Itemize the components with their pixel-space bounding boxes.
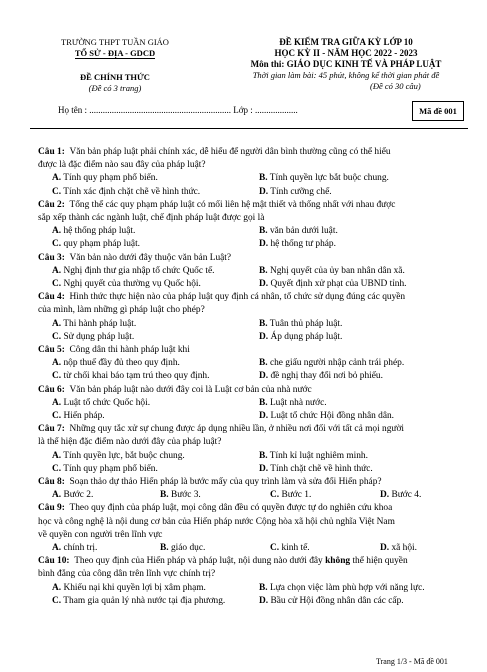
option-text: văn bản dưới luật. xyxy=(267,226,338,237)
option-letter: B. xyxy=(259,358,268,369)
semester-label: HỌC KỲ II - NĂM HỌC 2022 - 2023 xyxy=(274,48,418,58)
option-letter: B. xyxy=(259,318,268,329)
question-text: thể hiện quyền xyxy=(350,556,408,567)
option-text: quy phạm pháp luật. xyxy=(61,239,141,250)
option-d xyxy=(259,410,394,423)
option-c xyxy=(52,410,105,423)
option-a xyxy=(52,542,97,555)
option-a xyxy=(52,489,93,502)
option-letter: D. xyxy=(259,331,269,342)
question-number: Câu 9: xyxy=(38,503,65,514)
question-text: Văn bản pháp luật phải chính xác, dễ hiểu để người dân bình thường cũng có thể hiểu xyxy=(69,147,391,157)
option-letter: D. xyxy=(259,279,269,289)
option-letter: A. xyxy=(52,490,62,501)
question-text: về quyền con người trên lĩnh vực xyxy=(38,529,163,540)
option-text: Tính quy phạm phổ biến. xyxy=(61,463,158,474)
option-letter: B. xyxy=(259,173,268,184)
exam-title: ĐỀ KIỂM TRA GIỮA KỲ LỚP 10 xyxy=(279,37,413,47)
option-text: Tuân thủ pháp luật. xyxy=(267,318,343,329)
option-letter: B. xyxy=(259,582,268,593)
option-letter: D. xyxy=(380,490,390,501)
option-a xyxy=(52,265,215,278)
option-text: Luật tổ chức Hội đồng nhân dân. xyxy=(268,411,395,421)
option-c xyxy=(270,489,311,502)
question-10 xyxy=(38,555,468,581)
option-letter: A. xyxy=(52,543,62,553)
option-c xyxy=(52,370,209,383)
question-text: của mình, làm những gì pháp luật cho phép? xyxy=(38,305,205,316)
option-letter: B. xyxy=(259,265,268,276)
exam-code-box: Mã đề 001 xyxy=(412,101,464,121)
option-letter: A. xyxy=(52,358,62,369)
option-text: Nghị định thư gia nhập tổ chức Quốc tế. xyxy=(61,265,215,276)
option-b xyxy=(259,357,404,370)
question-number: Câu 3: xyxy=(38,252,65,263)
option-c xyxy=(270,542,310,555)
option-text: nộp thuế đầy đủ theo quy định. xyxy=(61,358,180,369)
option-text: Nghị quyết của ủy ban nhân dân xã. xyxy=(267,265,405,276)
question-number: Câu 2: xyxy=(38,199,65,210)
option-letter: B. xyxy=(259,226,268,237)
option-c xyxy=(52,238,140,251)
name-dots: ............................................................... xyxy=(89,105,231,115)
official-label: ĐỀ CHÍNH THỨC xyxy=(80,72,150,82)
option-a xyxy=(52,357,180,370)
question-emphasis: không xyxy=(325,556,351,567)
page-footer: Trang 1/3 - Mã đề 001 xyxy=(376,657,448,666)
option-letter: C. xyxy=(52,186,62,197)
option-text: Quyết định xử phạt của UBND tỉnh. xyxy=(268,279,407,289)
subject-label: Môn thi: GIÁO DỤC KINH TẾ VÀ PHÁP LUẬT xyxy=(250,59,442,69)
option-letter: D. xyxy=(259,239,269,250)
option-letter: B. xyxy=(160,490,169,501)
question-text: Công dân thi hành pháp luật khi xyxy=(69,345,190,355)
option-letter: C. xyxy=(52,239,62,250)
option-letter: D. xyxy=(259,463,269,474)
student-name-row xyxy=(58,105,298,115)
option-letter: B. xyxy=(160,543,169,553)
option-d xyxy=(380,542,417,555)
option-letter: B. xyxy=(259,397,268,408)
option-c xyxy=(52,278,201,291)
option-text: hệ thống tư pháp. xyxy=(268,239,336,250)
header-divider xyxy=(30,128,468,129)
option-letter: D. xyxy=(259,595,269,606)
question-count: (Đề có 30 câu) xyxy=(370,81,421,91)
option-d xyxy=(259,370,383,383)
option-b xyxy=(259,582,425,595)
option-letter: C. xyxy=(52,371,62,382)
question-number: Câu 7: xyxy=(38,424,65,435)
option-text: xã hội. xyxy=(389,543,417,553)
option-d xyxy=(259,595,404,608)
option-d xyxy=(259,186,332,199)
question-number: Câu 10: xyxy=(38,556,70,567)
option-text: Sử dụng pháp luật. xyxy=(61,331,135,342)
department-name xyxy=(40,48,190,59)
option-text: hệ thống pháp luật. xyxy=(61,226,136,237)
option-text: Hiến pháp. xyxy=(61,411,105,421)
option-d xyxy=(259,238,336,251)
option-text: Tính chặt chẽ về hình thức. xyxy=(268,463,373,474)
option-b xyxy=(259,225,338,238)
option-a xyxy=(52,225,135,238)
option-letter: A. xyxy=(52,226,62,237)
option-letter: C. xyxy=(270,490,280,501)
question-text: Theo quy định của pháp luật, mọi công dân đều có quyền được tự do nghiên cứu khoa xyxy=(69,503,393,514)
option-letter: A. xyxy=(52,173,62,184)
question-number: Câu 5: xyxy=(38,345,65,355)
name-label: Họ tên : xyxy=(58,105,87,115)
option-text: Tính cưỡng chế. xyxy=(268,186,332,197)
option-b xyxy=(259,318,342,331)
option-a xyxy=(52,318,136,331)
option-text: Tính quyền lực bắt buộc chung. xyxy=(267,173,389,184)
duration-label: Thời gian làm bài: 45 phút, không kể thời gian phát đề xyxy=(252,70,440,80)
option-a xyxy=(52,582,206,595)
option-b xyxy=(160,542,205,555)
option-text: Bước 4. xyxy=(389,490,422,501)
question-text: Theo quy định của Hiến pháp và pháp luật, nội dung nào dưới đây xyxy=(74,556,326,567)
option-a xyxy=(52,397,150,410)
question-number: Câu 4: xyxy=(38,292,65,303)
question-9 xyxy=(38,502,468,542)
question-7 xyxy=(38,423,468,449)
option-text: từ chối khai báo tạm trú theo quy định. xyxy=(61,371,210,382)
option-text: Áp dụng pháp luật. xyxy=(268,331,343,342)
option-letter: D. xyxy=(380,543,390,553)
question-5 xyxy=(38,344,468,357)
option-letter: D. xyxy=(259,186,269,197)
department-label: TỔ SỬ - ĐỊA - GDCD xyxy=(74,48,156,58)
question-text: Soạn thảo dự thảo Hiến pháp là bước mấy của quy trình làm và sửa đổi Hiến pháp? xyxy=(69,477,382,487)
question-3 xyxy=(38,252,468,265)
option-letter: B. xyxy=(259,450,268,461)
option-letter: A. xyxy=(52,397,62,408)
question-text: được là đặc điểm nào sau đây của pháp luật? xyxy=(38,160,206,171)
question-text: Tổng thể các quy phạm pháp luật có mối liên hệ mật thiết và thống nhất với nhau được xyxy=(69,199,396,210)
option-d xyxy=(259,278,407,291)
option-d xyxy=(259,331,342,344)
option-text: đề nghị thay đổi nơi bỏ phiếu. xyxy=(268,371,383,382)
question-text: sắp xếp thành các ngành luật, chế định pháp luật được gọi là xyxy=(38,213,265,223)
option-letter: C. xyxy=(52,595,62,606)
question-text: Văn bản pháp luật nào dưới đây coi là Luật cơ bản của nhà nước xyxy=(69,384,312,395)
question-text: Văn bản nào dưới đây thuộc văn bản Luật? xyxy=(69,252,232,263)
option-text: kinh tế. xyxy=(279,543,310,553)
question-number: Câu 6: xyxy=(38,384,65,395)
option-b xyxy=(259,450,368,463)
option-text: Tính quy phạm phổ biến. xyxy=(61,173,158,184)
option-letter: C. xyxy=(52,463,62,474)
option-a xyxy=(52,172,158,185)
option-letter: C. xyxy=(52,279,62,289)
option-letter: C. xyxy=(52,411,62,421)
option-text: Nghị quyết của thường vụ Quốc hội. xyxy=(61,279,201,289)
option-c xyxy=(52,331,134,344)
pages-note: (Đề có 3 trang) xyxy=(88,83,142,93)
question-number: Câu 1: xyxy=(38,147,65,157)
option-text: che giấu người nhập cảnh trái phép. xyxy=(267,358,405,369)
option-letter: A. xyxy=(52,450,62,461)
class-label: Lớp : xyxy=(233,105,253,115)
option-c xyxy=(52,595,225,608)
question-2 xyxy=(38,199,468,225)
option-text: Tính kỉ luật nghiêm minh. xyxy=(267,450,368,461)
option-letter: A. xyxy=(52,582,62,593)
option-letter: A. xyxy=(52,265,62,276)
option-text: Bước 1. xyxy=(279,490,312,501)
option-text: Tính xác định chặt chẽ về hình thức. xyxy=(61,186,201,197)
option-text: Bước 2. xyxy=(61,490,94,501)
question-text: Hình thức thực hiện nào của pháp luật quy định cá nhân, tổ chức sử dụng đúng các quyền xyxy=(69,292,406,303)
option-text: Bước 3. xyxy=(168,490,201,501)
option-text: Luật tổ chức Quốc hội. xyxy=(61,397,151,408)
class-dots: ................... xyxy=(255,105,298,115)
option-text: giáo dục. xyxy=(168,543,206,553)
option-c xyxy=(52,463,158,476)
option-text: Khiếu nại khi quyền lợi bị xâm phạm. xyxy=(61,582,206,593)
option-text: Thi hành pháp luật. xyxy=(61,318,137,329)
option-text: chính trị. xyxy=(61,543,98,553)
option-d xyxy=(380,489,421,502)
option-text: Bầu cử Hội đồng nhân dân các cấp. xyxy=(268,595,404,606)
option-text: Lựa chọn việc làm phù hợp với năng lực. xyxy=(267,582,425,593)
question-4 xyxy=(38,291,468,317)
option-text: Tham gia quản lý nhà nước tại địa phương. xyxy=(61,595,226,606)
option-b xyxy=(259,265,405,278)
option-b xyxy=(160,489,201,502)
question-6 xyxy=(38,384,468,397)
option-text: Tính quyền lực, bắt buộc chung. xyxy=(61,450,185,461)
question-8 xyxy=(38,476,468,489)
school-name: TRƯỜNG THPT TUẦN GIÁO xyxy=(61,37,169,47)
option-letter: C. xyxy=(270,543,280,553)
option-c xyxy=(52,186,200,199)
question-1 xyxy=(38,146,468,172)
option-letter: A. xyxy=(52,318,62,329)
question-text: Những quy tắc xử sự chung được áp dụng nhiều lần, ở nhiều nơi đối với tất cả mọi người xyxy=(69,424,405,435)
option-text: Luật nhà nước. xyxy=(267,397,327,408)
option-letter: D. xyxy=(259,371,269,382)
option-letter: D. xyxy=(259,411,269,421)
option-b xyxy=(259,172,389,185)
option-d xyxy=(259,463,373,476)
question-text: là thể hiện đặc điểm nào dưới đây của pháp luật? xyxy=(38,437,222,448)
option-letter: C. xyxy=(52,331,62,342)
question-text: học và công nghệ là nội dung cơ bản của Hiến pháp nước Cộng hòa xã hội chủ nghĩa Việt Nam xyxy=(38,516,395,527)
option-b xyxy=(259,397,327,410)
question-number: Câu 8: xyxy=(38,477,65,487)
option-a xyxy=(52,450,185,463)
question-text: bình đẳng của công dân trên lĩnh vực chính trị? xyxy=(38,569,216,580)
